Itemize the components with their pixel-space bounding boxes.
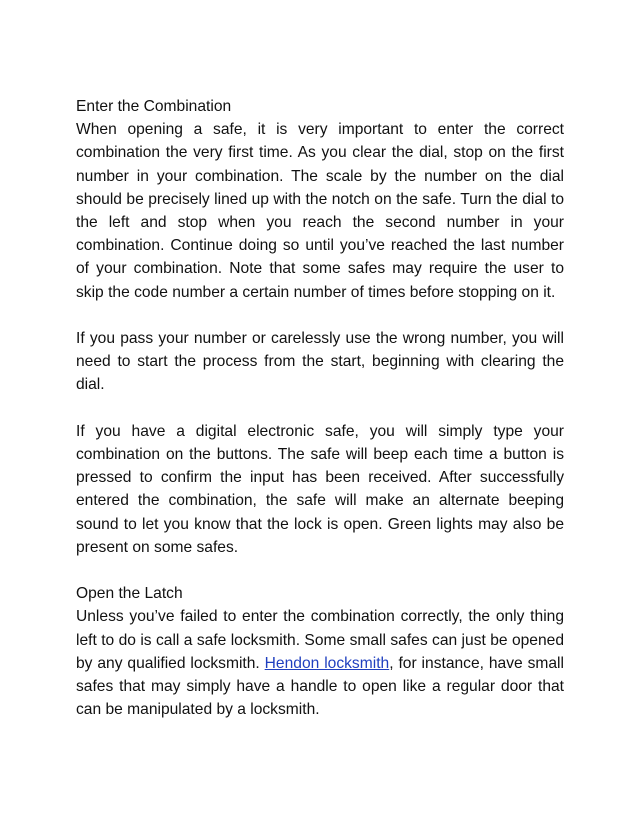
paragraph-dial-instructions: When opening a safe, it is very important to enter the correct combination the very first time. As you clear the dial, stop on the first number in your combination. The scale by the number on the dial should be precisely lined up with the notch on the safe. Turn the dial to the left and stop when you reach the second number in your combination. Continue doing so until you’ve reached the last number of your combination. Note that some safes may require the user to skip the code number a certain number of times before stopping on it. bbox=[76, 121, 564, 301]
hendon-locksmith-link[interactable]: Hendon locksmith bbox=[264, 654, 390, 672]
paragraph-digital-safe: If you have a digital electronic safe, you will simply type your combination on the buttons. The safe will beep each time a button is pressed to confirm the input has been received. After successfully entered the combination, the safe will make an alternate beeping sound to let you know that the lock is open. Green lights may also be present on some safes. bbox=[76, 422, 564, 556]
paragraph-text-before-link: Unless you’ve failed to enter the combination correctly, the only thing left to do is call a safe locksmith. Some small safes can just be opened by any qualified locksmith. bbox=[76, 608, 564, 672]
paragraph-wrong-number: If you pass your number or carelessly use the wrong number, you will need to start the process from the start, beginning with clearing the dial. bbox=[76, 330, 564, 394]
paragraph-call-locksmith bbox=[76, 605, 564, 721]
paragraph-text-after-link: , for instance, have small safes that may simply have a handle to open like a regular door that can be manipulated by a locksmith. bbox=[76, 654, 564, 719]
document-page bbox=[76, 95, 564, 721]
section-heading-open-latch: Open the Latch bbox=[76, 585, 183, 603]
section-open-latch bbox=[76, 582, 564, 721]
section-heading-enter-combination: Enter the Combination bbox=[76, 98, 232, 115]
